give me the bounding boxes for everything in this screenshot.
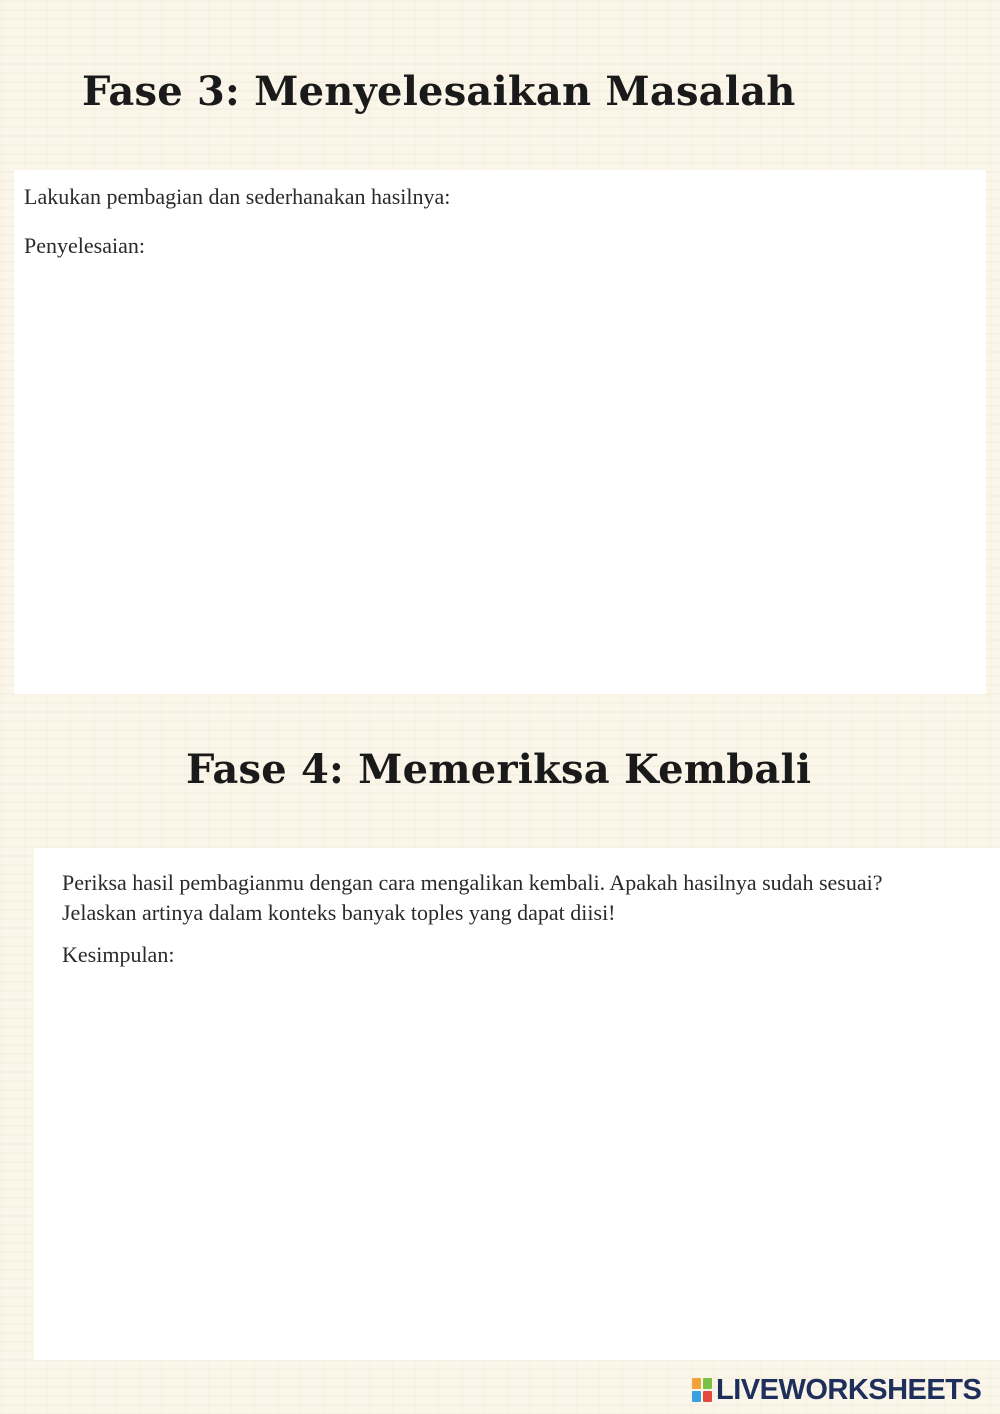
phase4-title: Fase 4: Memeriksa Kembali <box>186 746 812 793</box>
phase3-instruction: Lakukan pembagian dan sederhanakan hasilnya: <box>24 184 451 209</box>
phase4-answer-label: Kesimpulan: <box>62 942 175 967</box>
phase3-panel <box>14 170 986 694</box>
phase4-answer-field[interactable] <box>62 978 986 1352</box>
liveworksheets-logo-icon <box>692 1378 712 1402</box>
phase4-panel <box>34 848 1000 1360</box>
phase3-answer-field[interactable] <box>24 270 978 684</box>
liveworksheets-logo-text: LIVEWORKSHEETS <box>716 1373 982 1406</box>
phase4-instruction: Periksa hasil pembagianmu dengan cara mengalikan kembali. Apakah hasilnya sudah sesuai? Jelaskan artinya dalam konteks banyak toples yang dapat diisi! <box>62 870 883 925</box>
phase3-answer-label: Penyelesaian: <box>24 233 145 258</box>
phase3-title: Fase 3: Menyelesaikan Masalah <box>82 68 796 115</box>
liveworksheets-logo <box>692 1374 981 1406</box>
